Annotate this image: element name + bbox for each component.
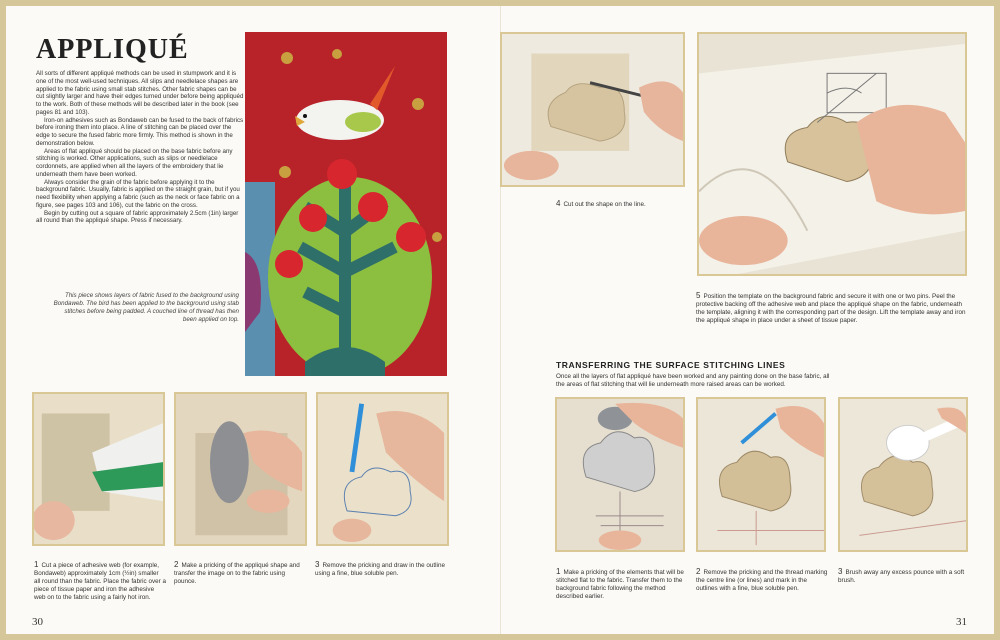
- intro-paragraph: Always consider the grain of the fabric before applying it to the background fabric. Usually, fabric is applied on the straight grain, but if you need flexibility when applying a fabric (such as the neck or face fabric on a figure, see pages 103 and 106), cut the fabric on the cross.: [36, 178, 240, 209]
- step-description: Make a pricking of the elements that will be stitched flat to the fabric. Transfer them to the background fabric following the method described earlier.: [556, 569, 684, 600]
- step-description: Remove the pricking and the thread marking the centre line (or lines) and mark in the outlines with a fine, blue soluble pen.: [696, 569, 828, 592]
- step-number: 2: [696, 567, 701, 576]
- step-4-text: [556, 200, 686, 209]
- step-5-text: [696, 292, 966, 325]
- step-description: Make a pricking of the appliqué shape and transfer the image on to the fabric using pounce.: [174, 562, 300, 585]
- step-b3-text: [838, 568, 968, 585]
- intro-paragraph: All sorts of different appliqué methods can be used in stumpwork and it is one of the most well-used techniques. All slips and needlelace shapes are applied to the fabric using small stab stitches. Other fabric shapes can be cut slightly larger and have their edges turned under before being appliquéd to the work. Both of these methods will be described later in the book (see pages 81 and 103).: [36, 70, 244, 116]
- step-b1-text: [556, 568, 686, 601]
- step-number: 1: [556, 567, 561, 576]
- step-number: 2: [174, 560, 179, 569]
- step-1-text: [34, 561, 166, 602]
- step-number: 3: [838, 567, 843, 576]
- intro-text: [36, 70, 244, 225]
- intro-paragraph: Begin by cutting out a square of fabric approximately 2.5cm (1in) larger all round than the appliqué shape. Press if necessary.: [36, 209, 239, 225]
- photo-caption: This piece shows layers of fabric fused to the background using Bondaweb. The bird has been applied to the background using stab stitches before being padded. A couched line of thread has then been applied on top.: [53, 292, 239, 323]
- book-spread: [6, 6, 994, 634]
- step-3-text: [315, 561, 449, 578]
- step-description: Remove the pricking and draw in the outline using a fine, blue soluble pen.: [315, 562, 445, 577]
- step-2-text: [174, 561, 306, 586]
- step-description: Cut out the shape on the line.: [563, 201, 646, 208]
- step-number: 1: [34, 560, 39, 569]
- step-description: Cut a piece of adhesive web (for example, Bondaweb) approximately 1cm (½in) smaller all round than the fabric. Place the fabric over a piece of tissue paper and iron the adhesive web on to the fabric using a fairly hot iron.: [34, 562, 166, 601]
- step-photo-draw: [316, 392, 449, 546]
- step-photo-template: [697, 32, 967, 276]
- step-description: Brush away any excess pounce with a soft brush.: [838, 569, 965, 584]
- step-photo-pounce: [174, 392, 307, 546]
- page-number-left: 30: [32, 616, 43, 628]
- step-photo-cut: [500, 32, 685, 187]
- intro-paragraph: Iron-on adhesives such as Bondaweb can be fused to the back of fabrics before ironing them into place. A line of stitching can be placed over the edge to secure the fused fabric more firmly. This method is shown in the demonstration below.: [36, 116, 244, 147]
- step-number: 3: [315, 560, 320, 569]
- embroidery-photo: [245, 32, 447, 376]
- intro-paragraph: Areas of flat appliqué should be placed on the base fabric before any stitching is worked. Other applications, such as slips or needlelace cordonnets, are applied when all the layers of the embroidery that lie underneath them have been worked.: [36, 147, 233, 178]
- step-b2-text: [696, 568, 828, 593]
- section-intro: Once all the layers of flat appliqué have been worked and any painting done on the base fabric, all the areas of flat stitching that will lie underneath more raised areas can be worked.: [556, 373, 830, 388]
- step-number: 5: [696, 291, 701, 300]
- step-photo-pricking: [555, 397, 685, 552]
- section-heading: TRANSFERRING THE SURFACE STITCHING LINES: [556, 360, 786, 370]
- page-title: APPLIQUÉ: [36, 34, 189, 65]
- step-photo-iron: [32, 392, 165, 546]
- step-description: Position the template on the background fabric and secure it with one or two pins. Peel the protective backing off the adhesive web and place the appliqué shape on the fabric, underneath the template, aligning it with the corresponding part of the design. Lift the template away and iron the appliqué shape in place under a sheet of tissue paper.: [696, 293, 966, 324]
- step-photo-brush: [838, 397, 968, 552]
- page-number-right: 31: [956, 616, 967, 628]
- step-number: 4: [556, 199, 561, 208]
- step-photo-mark-outlines: [696, 397, 826, 552]
